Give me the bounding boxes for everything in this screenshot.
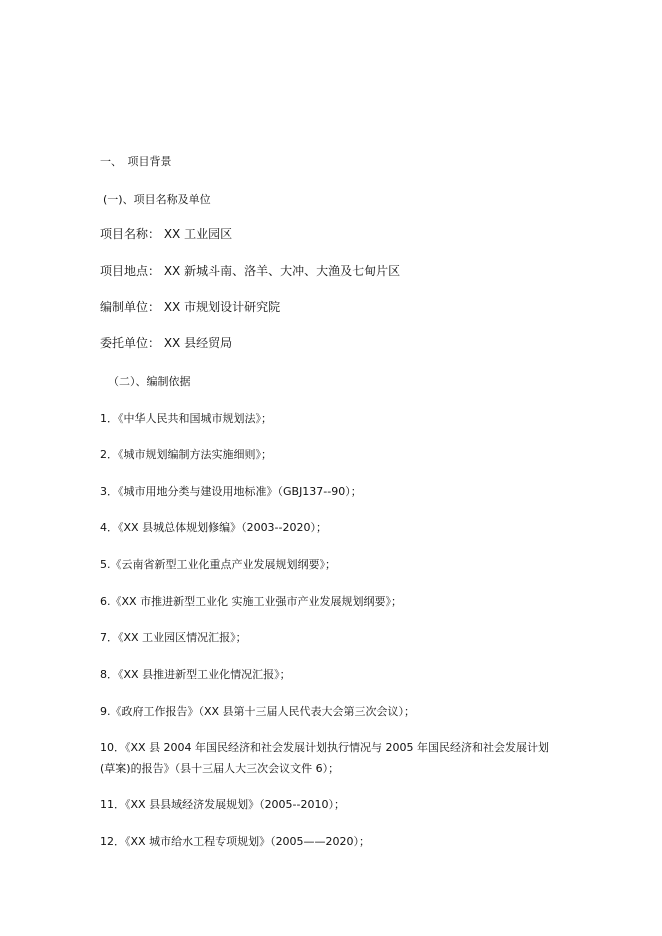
reference-item: 4．《XX 县城总体规划修编》（2003--2020）； [100, 521, 327, 534]
reference-item: 6.《XX 市推进新型工业化 实施工业强市产业发展规划纲要》； [100, 595, 403, 608]
reference-item: 1．《中华人民共和国城市规划法》； [100, 412, 272, 425]
reference-item: 9.《政府工作报告》（XX 县第十三届人民代表大会第三次会议）； [100, 705, 416, 718]
reference-item-continued: (草案)的报告》（县十三届人大三次会议文件 6）； [100, 762, 340, 775]
subsection-title: （二）、编制依据 [108, 375, 191, 388]
compiling-unit: 编制单位： XX 市规划设计研究院 [100, 300, 281, 314]
reference-item: 11．《XX 县县域经济发展规划》（2005--2010）； [100, 798, 345, 811]
commissioning-unit: 委托单位： XX 县经贸局 [100, 336, 233, 350]
reference-item: 10．《XX 县 2004 年国民经济和社会发展计划执行情况与 2005 年国民经济和社会发展计划 [100, 741, 550, 754]
reference-item: 12．《XX 城市给水工程专项规划》（2005——2020）； [100, 835, 371, 848]
project-location: 项目地点： XX 新城斗南、洛羊、大冲、大渔及七甸片区 [100, 264, 401, 278]
section-heading: 一、 项目背景 [100, 155, 172, 168]
reference-item: 8．《XX 县推进新型工业化情况汇报》； [100, 668, 291, 681]
subsection-title: (一)、项目名称及单位 [103, 193, 211, 206]
reference-item: 5.《云南省新型工业化重点产业发展规划纲要》； [100, 558, 336, 571]
project-name: 项目名称： XX 工业园区 [100, 227, 233, 241]
reference-item: 2．《城市规划编制方法实施细则》； [100, 448, 272, 461]
reference-item: 3．《城市用地分类与建设用地标准》（GBJ137--90）； [100, 485, 362, 498]
reference-item: 7．《XX 工业园区情况汇报》； [100, 631, 247, 644]
